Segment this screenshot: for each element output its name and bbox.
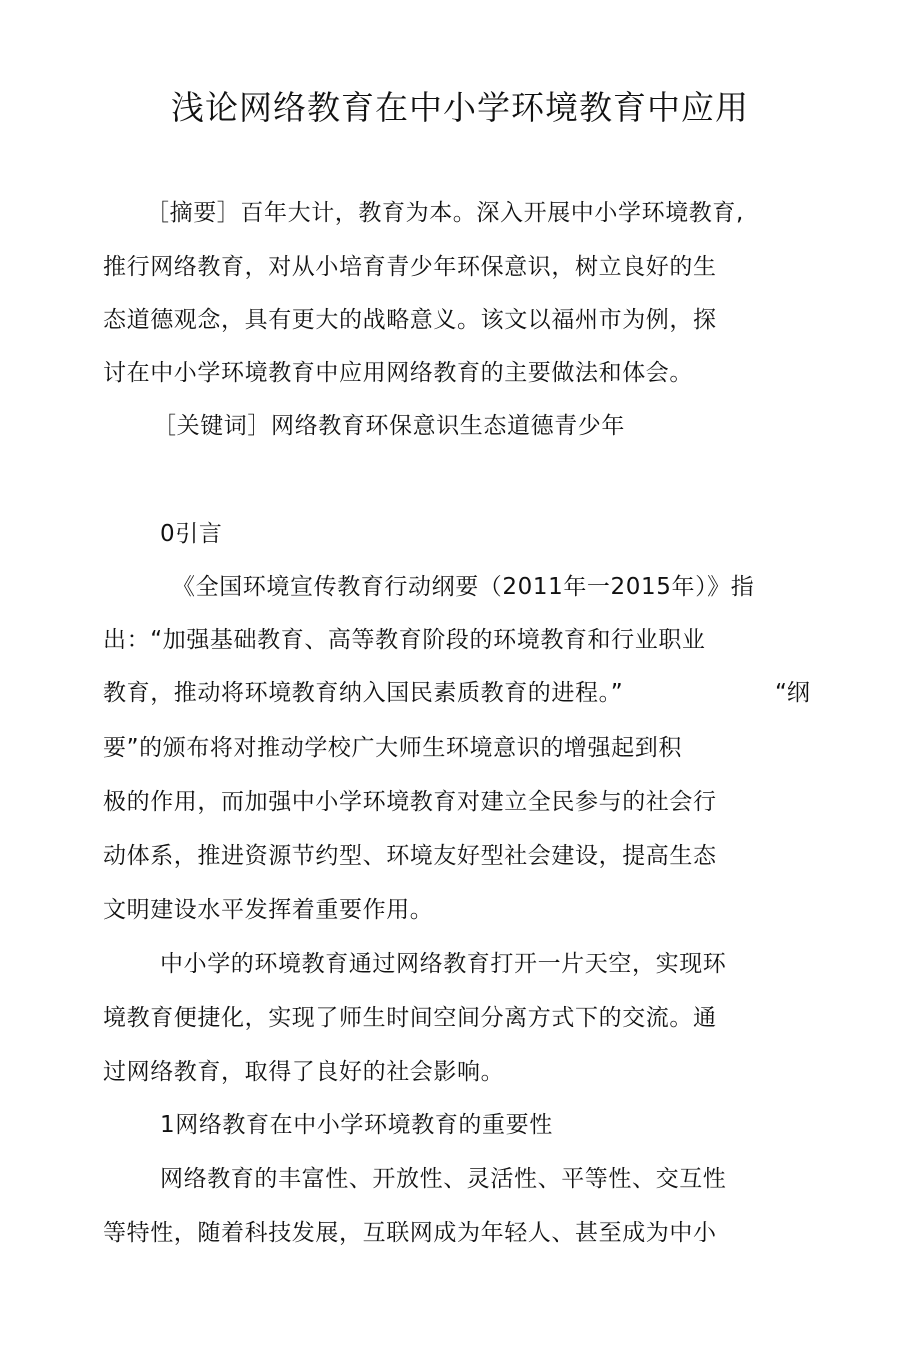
body-line-tail: “纲: [775, 680, 810, 706]
body-line: 网络教育的丰富性、开放性、灵活性、平等性、交互性: [160, 1166, 727, 1192]
section-heading-1: 1网络教育在中小学环境教育的重要性: [160, 1112, 553, 1138]
body-line: 中小学的环境教育通过网络教育打开一片天空，实现环: [160, 951, 727, 977]
body-line: 文明建设水平发挥着重要作用。: [103, 897, 434, 923]
body-line: 出：“加强基础教育、高等教育阶段的环境教育和行业职业: [103, 627, 706, 653]
document-title: 浅论网络教育在中小学环境教育中应用: [171, 88, 749, 127]
body-line: 过网络教育，取得了良好的社会影响。: [103, 1059, 505, 1085]
abstract-line: 讨在中小学环境教育中应用网络教育的主要做法和体会。: [103, 360, 693, 386]
abstract-line: 态道德观念，具有更大的战略意义。该文以福州市为例，探: [103, 307, 717, 333]
body-line: 教育，推动将环境教育纳入国民素质教育的进程。”: [103, 680, 624, 706]
body-line: 要”的颁布将对推动学校广大师生环境意识的增强起到积: [103, 735, 682, 761]
body-line: 等特性，随着科技发展，互联网成为年轻人、甚至成为中小: [103, 1220, 717, 1246]
body-line: 《全国环境宣传教育行动纲要（2011年一2015年）》指: [172, 574, 755, 600]
body-line: 境教育便捷化，实现了师生时间空间分离方式下的交流。通: [103, 1005, 717, 1031]
keywords-line: ［关键词］网络教育环保意识生态道德青少年: [153, 413, 625, 439]
body-line: 动体系，推进资源节约型、环境友好型社会建设，提高生态: [103, 843, 717, 869]
abstract-line: 推行网络教育，对从小培育青少年环保意识，树立良好的生: [103, 254, 717, 280]
section-heading-intro: 0引言: [160, 521, 223, 547]
body-line: 极的作用，而加强中小学环境教育对建立全民参与的社会行: [103, 789, 717, 815]
abstract-line: ［摘要］百年大计，教育为本。深入开展中小学环境教育,: [146, 200, 744, 226]
